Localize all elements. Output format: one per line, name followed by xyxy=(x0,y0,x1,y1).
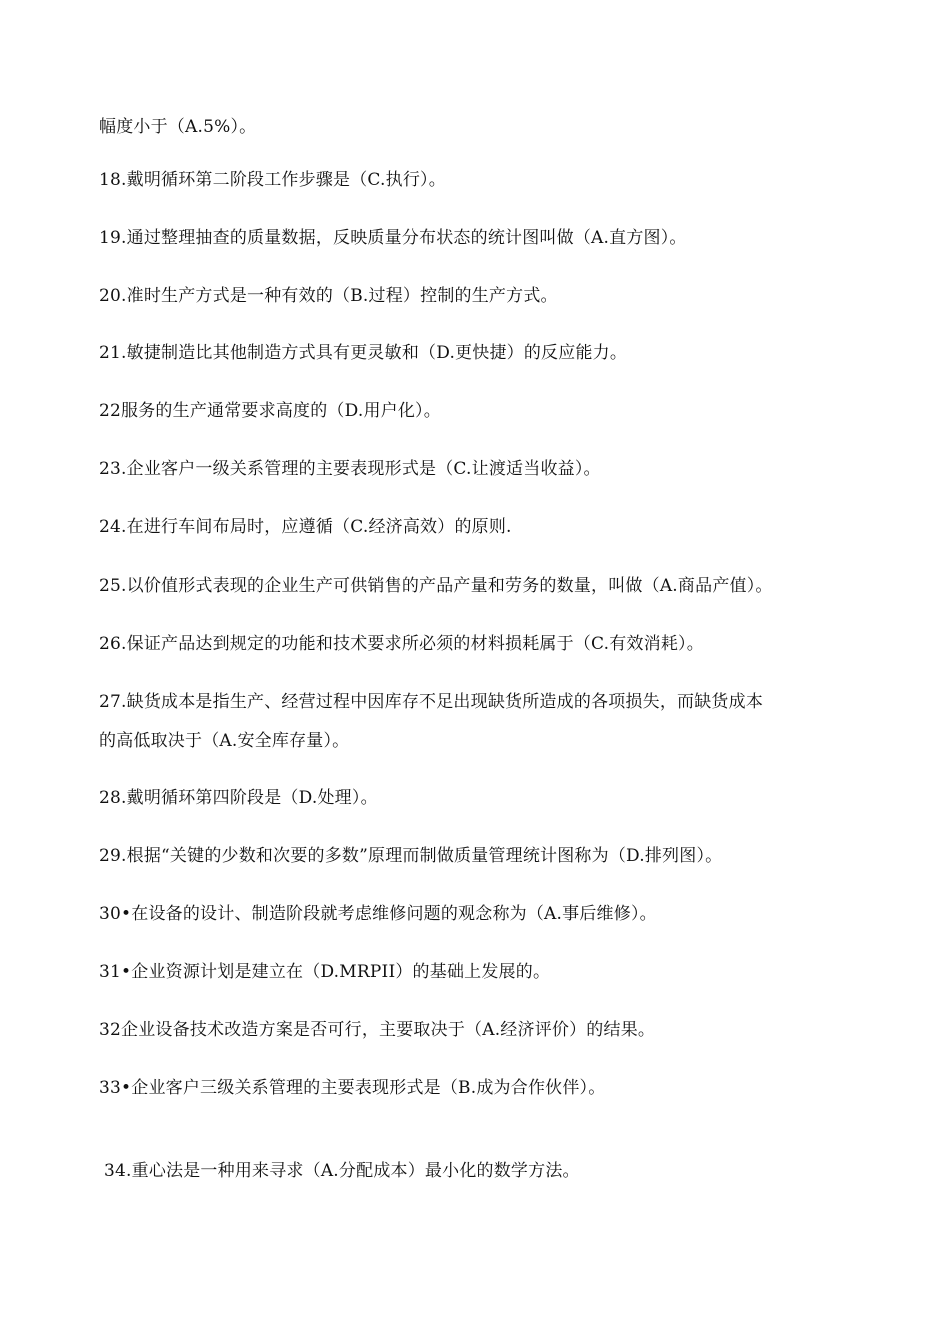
question-18: 18.戴明循环第二阶段工作步骤是（C.执行）。 xyxy=(99,170,446,190)
question-19: 19.通过整理抽查的质量数据，反映质量分布状态的统计图叫做（A.直方图）。 xyxy=(99,228,687,248)
question-20: 20.准时生产方式是一种有效的（B.过程）控制的生产方式。 xyxy=(99,286,558,306)
question-27-line-2: 的高低取决于（A.安全库存量）。 xyxy=(99,731,350,751)
question-32: 32企业设备技术改造方案是否可行，主要取决于（A.经济评价）的结果。 xyxy=(99,1020,656,1040)
text-line-continuation-17: 幅度小于（A.5%）。 xyxy=(99,117,257,137)
question-21: 21.敏捷制造比其他制造方式具有更灵敏和（D.更快捷）的反应能力。 xyxy=(99,343,628,363)
question-22: 22服务的生产通常要求高度的（D.用户化）。 xyxy=(99,401,441,421)
question-29: 29.根据“关键的少数和次要的多数”原理而制做质量管理统计图称为（D.排列图）。 xyxy=(99,846,723,866)
question-33: 33•企业客户三级关系管理的主要表现形式是（B.成为合作伙伴）。 xyxy=(99,1078,606,1098)
question-27-line-1: 27.缺货成本是指生产、经营过程中因库存不足出现缺货所造成的各项损失，而缺货成本 xyxy=(99,692,764,712)
question-30: 30•在设备的设计、制造阶段就考虑维修问题的观念称为（A.事后维修）。 xyxy=(99,904,657,924)
question-25: 25.以价值形式表现的企业生产可供销售的产品产量和劳务的数量，叫做（A.商品产值）。 xyxy=(99,576,773,596)
question-26: 26.保证产品达到规定的功能和技术要求所必须的材料损耗属于（C.有效消耗）。 xyxy=(99,634,704,654)
question-28: 28.戴明循环第四阶段是（D.处理）。 xyxy=(99,788,378,808)
question-31: 31•企业资源计划是建立在（D.MRPII）的基础上发展的。 xyxy=(99,962,551,982)
question-24: 24.在进行车间布局时，应遵循（C.经济高效）的原则. xyxy=(99,517,512,537)
question-23: 23.企业客户一级关系管理的主要表现形式是（C.让渡适当收益）。 xyxy=(99,459,601,479)
question-34: 34.重心法是一种用来寻求（A.分配成本）最小化的数学方法。 xyxy=(104,1161,580,1181)
